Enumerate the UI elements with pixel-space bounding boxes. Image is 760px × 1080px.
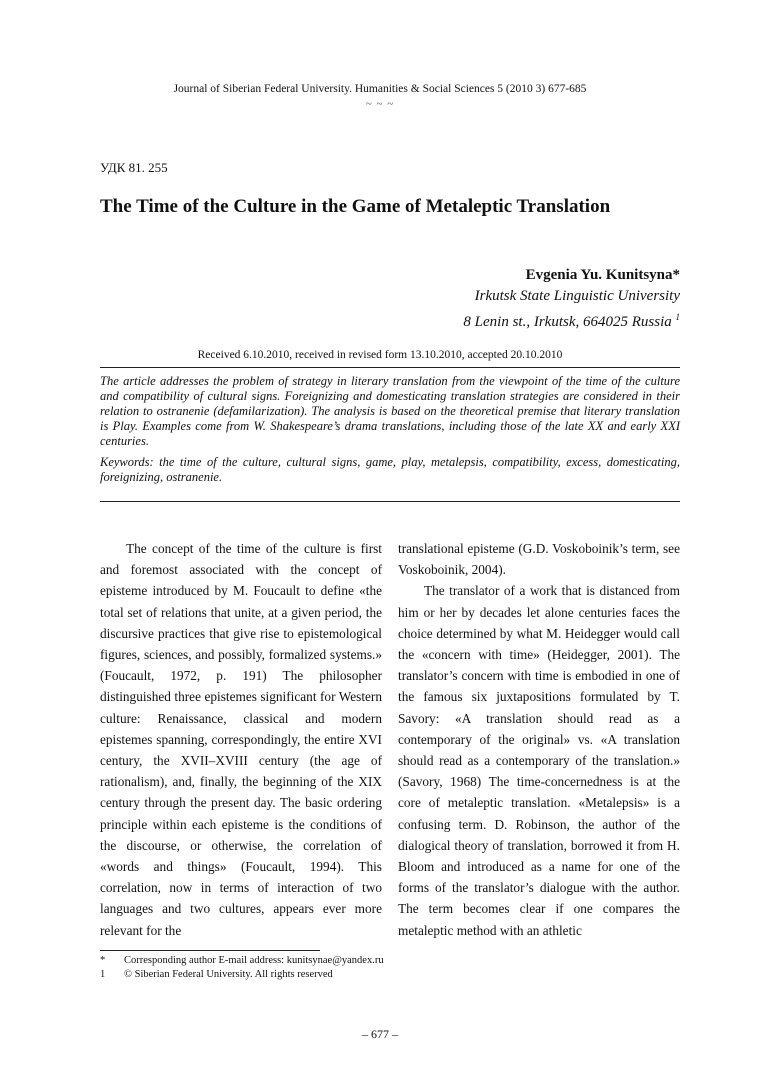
article-title: The Time of the Culture in the Game of Metaleptic Translation	[100, 196, 611, 217]
footnote	[100, 954, 680, 967]
page-number: – 677 –	[362, 1027, 398, 1041]
author-block	[463, 265, 680, 333]
abstract-bottom-rule	[100, 501, 680, 502]
keywords-text: Keywords: the time of the culture, cultural signs, game, play, metalepsis, compatibility, excess, domesticating, foreignizing, ostranenie.	[100, 455, 680, 484]
footnote-text: © Siberian Federal University. All rights reserved	[124, 969, 333, 980]
footnote-mark: 1	[100, 969, 106, 980]
footnote-rule	[100, 950, 320, 951]
body-paragraph: The concept of the time of the culture is first and foremost associated with the concept of episteme introduced by M. Foucault to define «the total set of relations that unite, at a given period, the discursive practices that give rise to epistemological figures, sciences, and possibly, formalized systems.» (Foucault, 1972, p. 191) The philosopher distinguished three epistemes significant for Western culture: Renaissance, classical and modern epistemes spanning, correspondingly, the entire XVI century, the XVII–XVIII century (the age of rationalism), and, finally, the beginning of the XIX century through the present day. The basic ordering principle within each episteme is the conditions of the discourse, or otherwise, the correlation of «words and things» (Foucault, 1994). This correlation, now in terms of interaction of two languages and two cultures, appears ever more relevant for the	[100, 541, 382, 938]
body-paragraph: The translator of a work that is distanced from him or her by decades let alone centuries faces the choice determined by what M. Heidegger would call the «concern with time» (Heidegger, 2001). The translator’s concern with time is embodied in one of the famous six juxtapositions formulated by T. Savory: «A translation should read as a contemporary of the original» vs. «A translation should read as a contemporary of the translation.» (Savory, 1968) The time-concernedness is at the core of metaleptic translation. «Metalepsis» is a confusing term. D. Robinson, the author of the dialogical theory of translation, borrowed it from H. Bloom and introduced as a name for one of the forms of the translator’s dialogue with the author. The term becomes clear if one compares the metaleptic method with an athletic	[398, 583, 680, 938]
header-separator: ~ ~ ~	[365, 98, 395, 110]
abstract-block	[100, 374, 680, 485]
abstract-text: The article addresses the problem of strategy in literary translation from the viewpoint of the time of the culture and compatibility of cultural signs. Foreignizing and domesticating translation strategies are considered in their relation to ostranenie (defamilarization). The analysis is based on the theoretical premise that literary translation is Play. Examples come from W. Shakespeare’s drama translations, including those of the late XX and early XXI centuries.	[100, 374, 680, 448]
body-column-right	[398, 538, 680, 941]
abstract-top-rule	[100, 367, 680, 368]
body-column-left	[100, 538, 382, 941]
author-affiliation: Irkutsk State Linguistic University	[474, 288, 680, 304]
footnote	[100, 968, 680, 981]
author-address-line	[463, 307, 680, 333]
author-address: 8 Lenin st., Irkutsk, 664025 Russia	[463, 314, 672, 330]
journal-header: Journal of Siberian Federal University. Humanities & Social Sciences 5 (2010 3) 677-685	[173, 83, 587, 95]
udk-code: УДК 81. 255	[100, 160, 168, 175]
author-name: Evgenia Yu. Kunitsyna*	[525, 267, 680, 283]
footnote-mark: *	[100, 955, 106, 966]
author-address-mark: 1	[675, 312, 680, 322]
received-dates: Received 6.10.2010, received in revised form 13.10.2010, accepted 20.10.2010	[197, 349, 563, 361]
footnote-text: Corresponding author E-mail address: kunitsynae@yandex.ru	[124, 955, 384, 966]
body-paragraph: translational episteme (G.D. Voskoboinik’s term, see Voskoboinik, 2004).	[398, 541, 680, 578]
